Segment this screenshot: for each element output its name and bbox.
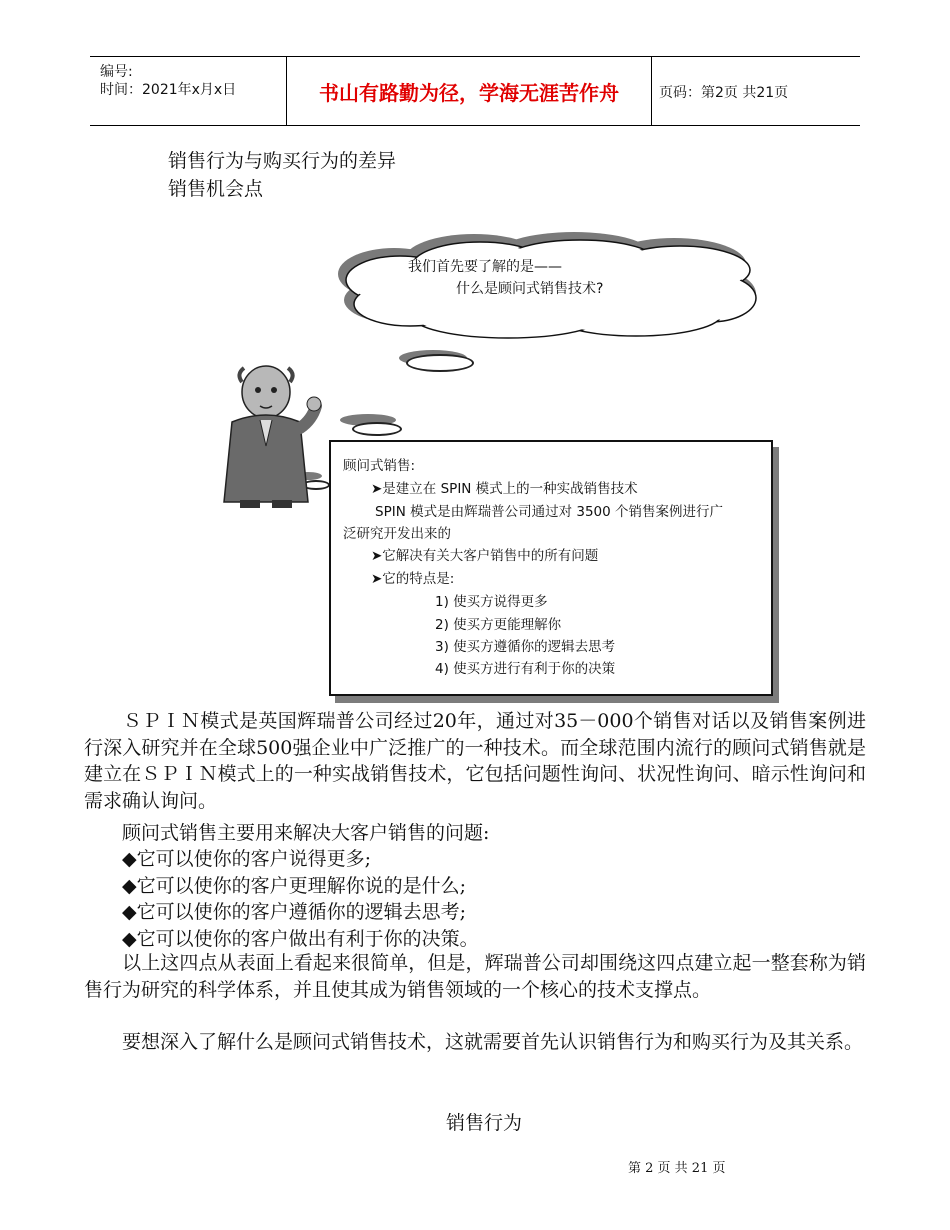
box-feature: 4) 使买方进行有利于你的决策 bbox=[435, 661, 616, 677]
cloud-text-line1: 我们首先要了解的是—— bbox=[408, 259, 562, 275]
header-number-label: 编号: bbox=[100, 64, 133, 80]
page-footer: 第 2 页 共 21 页 bbox=[628, 1161, 726, 1176]
body-paragraph: 顾问式销售主要用来解决大客户销售的问题: bbox=[84, 822, 490, 844]
bullet-item: ◆它可以使你的客户遵循你的逻辑去思考; bbox=[84, 901, 467, 923]
header-right-cell bbox=[651, 57, 860, 125]
header-page-info: 页码：第2页 共21页 bbox=[659, 85, 789, 101]
header-time-label: 时间：2021年x月x日 bbox=[100, 82, 237, 98]
header-center-cell bbox=[286, 57, 652, 125]
man-icon bbox=[210, 360, 340, 510]
businessman-illustration bbox=[210, 360, 340, 510]
bullet-item: ◆它可以使你的客户更理解你说的是什么; bbox=[84, 875, 467, 897]
thought-bubble bbox=[406, 354, 474, 372]
toc-line: 销售机会点 bbox=[168, 178, 264, 200]
bullet-item: ◆它可以使你的客户做出有利于你的决策。 bbox=[84, 928, 479, 950]
box-feature: 3) 使买方遵循你的逻辑去思考 bbox=[435, 639, 616, 655]
header-left-cell bbox=[90, 57, 286, 125]
box-bullet: ➤它的特点是: bbox=[371, 571, 455, 587]
box-paragraph: SPIN 模式是由辉瑞普公司通过对 3500 个销售案例进行广 bbox=[375, 504, 724, 520]
box-title: 顾问式销售: bbox=[343, 458, 416, 474]
toc-line: 销售行为与购买行为的差异 bbox=[168, 150, 397, 172]
thought-cloud bbox=[334, 230, 762, 342]
box-bullet: ➤是建立在 SPIN 模式上的一种实战销售技术 bbox=[371, 481, 638, 497]
explanation-box bbox=[329, 440, 773, 696]
section-heading: 销售行为 bbox=[446, 1112, 523, 1134]
body-paragraph: 以上这四点从表面上看起来很简单，但是，辉瑞普公司却围绕这四点建立起一整套称为销售行为研究的科学体系，并且使其成为销售领域的一个核心的技术支撑点。 bbox=[84, 952, 866, 1001]
header-motto: 书山有路勤为径，学海无涯苦作舟 bbox=[319, 81, 619, 105]
cloud-text-line2: 什么是顾问式销售技术? bbox=[456, 281, 604, 297]
box-feature: 2) 使买方更能理解你 bbox=[435, 617, 562, 633]
page-header bbox=[90, 56, 860, 126]
body-paragraph: 要想深入了解什么是顾问式销售技术，这就需要首先认识销售行为和购买行为及其关系。 bbox=[84, 1031, 864, 1053]
box-bullet: ➤它解决有关大客户销售中的所有问题 bbox=[371, 548, 599, 564]
box-paragraph: 泛研究开发出来的 bbox=[343, 526, 451, 542]
box-feature: 1) 使买方说得更多 bbox=[435, 594, 548, 610]
bullet-item: ◆它可以使你的客户说得更多; bbox=[84, 848, 372, 870]
thought-bubble bbox=[352, 422, 402, 436]
body-paragraph: ＳＰＩＮ模式是英国辉瑞普公司经过20年，通过对35－000个销售对话以及销售案例进行深入研究并在全球500强企业中广泛推广的一种技术。而全球范围内流行的顾问式销售就是建立在ＳＰＩＮ模式上的一种实战销售技术，它包括问题性询问、状况性询问、暗示性询问和需求确认询问。 bbox=[84, 710, 866, 812]
